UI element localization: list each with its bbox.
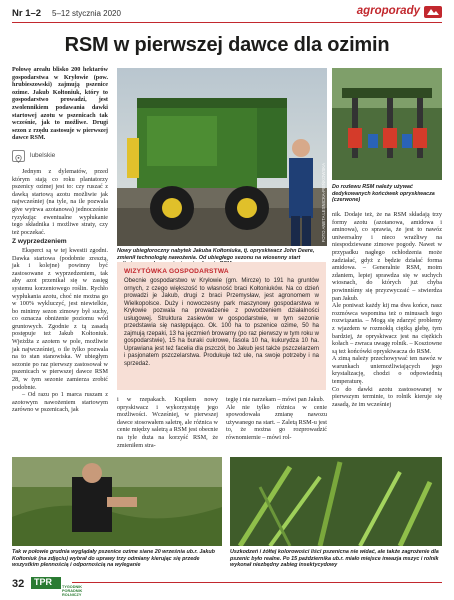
column-4-text: nik. Dodaje też, że na RSM składają trzy formy azotu (azotanowa, amidowa i aminowa), co sprawia, że jest to nawóz uniwersalny i nieco wrażliwy na niespodziewane zimowe pogody. Nawet w przypadku nagłego ochłodzenia może zadziałać, gdyż z będzie działać forma amidowa. – Generalnie RSM, moim zdaniem, lepiej sprawdza się w suchych wiosnach, do których już chyba powinniśmy się przyzwyczaić – stwierdza pan Jakub. Ale poniważ każdy kij ma dwa końce, nasz rozmówca wspomina też o minusach tego rozwiązania. – Mogą się zdarzyć problemy z wjazdem w rozmokłą ciężką glebę, tym bardziej, że opryskiwacz jest na ciężkich kołach – zwraca uwagę rolnik. – Kosztowne są też końcówki opryskiwacza do RSM. A zimą należy przechowywać ten nawóz w warunkach uniemożliwiających jego krystalizację, chodzi o odpowiednią temperaturę. Co do dawki azotu zastosowanej w pierwszym terminie, to rolnik kieruje się zasadą, że im wcześniej <box>332 211 442 408</box>
column-3-text: tegię i nie narzekam – mówi pan Jakub. Ale nie tylko różnica w cenie spowodowała zmianę nawozu używanego na start. – Zaletą RSM-u jest to, że można go rozprowadzić równomiernie – mówi rol- <box>226 396 327 441</box>
brand-name: agroporady <box>356 5 420 17</box>
photo-farmer-wheat <box>12 457 222 546</box>
column-2-text: i w rzepakach. Kupiłem nowy opryskiwacz i wykorzystuję jego możliwości. Wcześniej, w pierwszej dawce stosowałem saletrę, ale różnica w cenie między saletrą a RSM jest obecnie na tyle duża na korzyść RSM, że zmieniłem stra- <box>117 396 218 449</box>
photo-caption: Uszkodzeń i żółtej kolorowości liści pszenicna nie widać, ale także zagrożenie dla pszenic było realne. Po 15 października ub.r. miało miejsce inwazja mszyc i rolnik wykonał niezbędny zabieg insektycydowy <box>230 549 439 569</box>
article-title: RSM w pierwszej dawce dla ozimin <box>64 34 390 56</box>
photo-wheat-leaves <box>230 457 442 546</box>
paragraph: Jednym z dylematów, przed którym stają co roku plantatorzy pszenicy ozimej jest to: czy ruszać z dawką startową azotu możliwie jak najwcześniej (na tyle, na ile pozwala give wytrwa azotanowa) jednocześnie ryzykując ewentualne wypłukanie tego składnika i możliwe straty, czy też poczekać. <box>12 168 108 236</box>
info-box-title: WIZYTÓWKA GOSPODARSTWA <box>124 268 229 275</box>
info-box-text: Obecnie gospodarstwo w Kryłowie (gm. Mircze) to 191 ha gruntów ornych, z czego większość to własność braci Kołtoniuków. Na co dzień prowadzi je Jakub, drugi z braci Przemysław, jest agronomem w Wielkopolsce. Duży i nowoczesny park maszynowy gospodarstwa w Kryłowie pozwala na prowadzenie z powodzeniem działalności usługowej. Struktura zasiewów w gospodarstwie, w tym sezonie przedstawia się następująco. Ok. 100 ha to pszenice ozime, 50 ha zajmują rzepaki, 13 ha jęczmień browarny (po raz pierwszy w tym roku w gospodarstwie), 15 ha buraki cukrowe, fasola 10 ha, kukurydza 10 ha. Uprawiana jest też facelia dla pszczół, bo Jakub jest także pszczelarzem i pasjonatem pszczelarstwa. Produkuje też ule, na swoje potrzeby i na sprzedaż. <box>124 278 319 367</box>
farmer-wheat-image <box>12 457 222 546</box>
footer-rule <box>72 582 442 583</box>
header-rule <box>12 22 442 23</box>
location-label: lubelskie <box>30 152 56 159</box>
article-lead: Połowę areału blisko 200 hektarów gospodarstwa w Kryłowie (pow. hrubieszowski) zajmują pszenice ozime. Jakub Kołtoniuk, który to gospodarstwo prowadzi, jest zwolennikiem podawania dawki startowej azotu w pszenicach tak wcześnie, jak to możliwe. Drugi sezon z rzędu zastosuje w pierwszej dawce RSM. <box>12 66 108 142</box>
paragraph: Eksperci są w tej kwestii zgodni. Dawka startowa (podobnie zresztą, jak i kolejne) powinny być zastosowane z wyprzedzeniem, tak aby azot przenikał się w zasięg systemu korzeniowego roślin. Rychło wypłukania azotu, choć nie można go w 100% wykluczyć, jest niewielkie, bo minimy sezon zimowy był suchy, co oznacza obniżenie poziomu wód gruntowych. Zgodnie z tą zasadą postępuje też Jakub Kołtoniuk. Wjeżdża z azotem w pole, możliwie jak najwcześniej, o ile tylko pozwala na to stan stanowiska. W ubiegłym sezonie po raz pierwszy zastosował w pszenicach w pierwszej dawce RSM 28, w tym sezonie zamierza zrobić podobnie. <box>12 246 108 391</box>
subheading: Z wyprzedzeniem <box>12 238 67 246</box>
page-number: 32 <box>12 578 25 590</box>
nozzles-image <box>332 68 442 180</box>
paragraph: – Od razu po 1 marca ruszam z azotowym nawożeniem startowym zarówno w pszenicach, jak <box>12 391 108 414</box>
photo-nozzles <box>332 68 442 180</box>
farm-info-box <box>117 262 326 390</box>
photo-sprayer <box>117 68 327 246</box>
photo-caption: Nowy ubiegłoroczny nabytek Jakuba Kołtoniuka, tj. opryskiwacz John Deere, zmienił technologię nawożenia. Od ubiegłego sezonu na wiosenny start <box>117 248 315 261</box>
issue-date: 5–12 stycznia 2020 <box>52 9 121 18</box>
issue-number: Nr 1–2 <box>12 8 42 19</box>
location-pin-icon <box>12 150 25 162</box>
sprayer-image <box>117 68 327 246</box>
photo-caption: Do rozlewu RSM należy używać dedykowanych końcówek opryskiwacza (czerwone) <box>332 184 435 204</box>
photo-credit: FOTO ANETA LESNICKA-PIEŃKOWSKA <box>321 162 326 242</box>
tpr-logo-text: TPR <box>34 577 52 587</box>
photo-caption: Tak w połowie grudnia wyglądały pszenice ozime siane 20 września ub.r. Jakub Kołtoniuk (na zdjęciu) wybrał do uprawy trzy odmiany kierując się przede wszystkim plennością i odpornością na wyleganie <box>12 549 215 569</box>
wheat-leaves-image <box>230 457 442 546</box>
tpr-logo-subtitle: TYGODNIK PORADNIK ROLNICZY <box>62 585 83 598</box>
brand-logo-icon <box>424 6 442 18</box>
column-1-text <box>12 168 108 414</box>
